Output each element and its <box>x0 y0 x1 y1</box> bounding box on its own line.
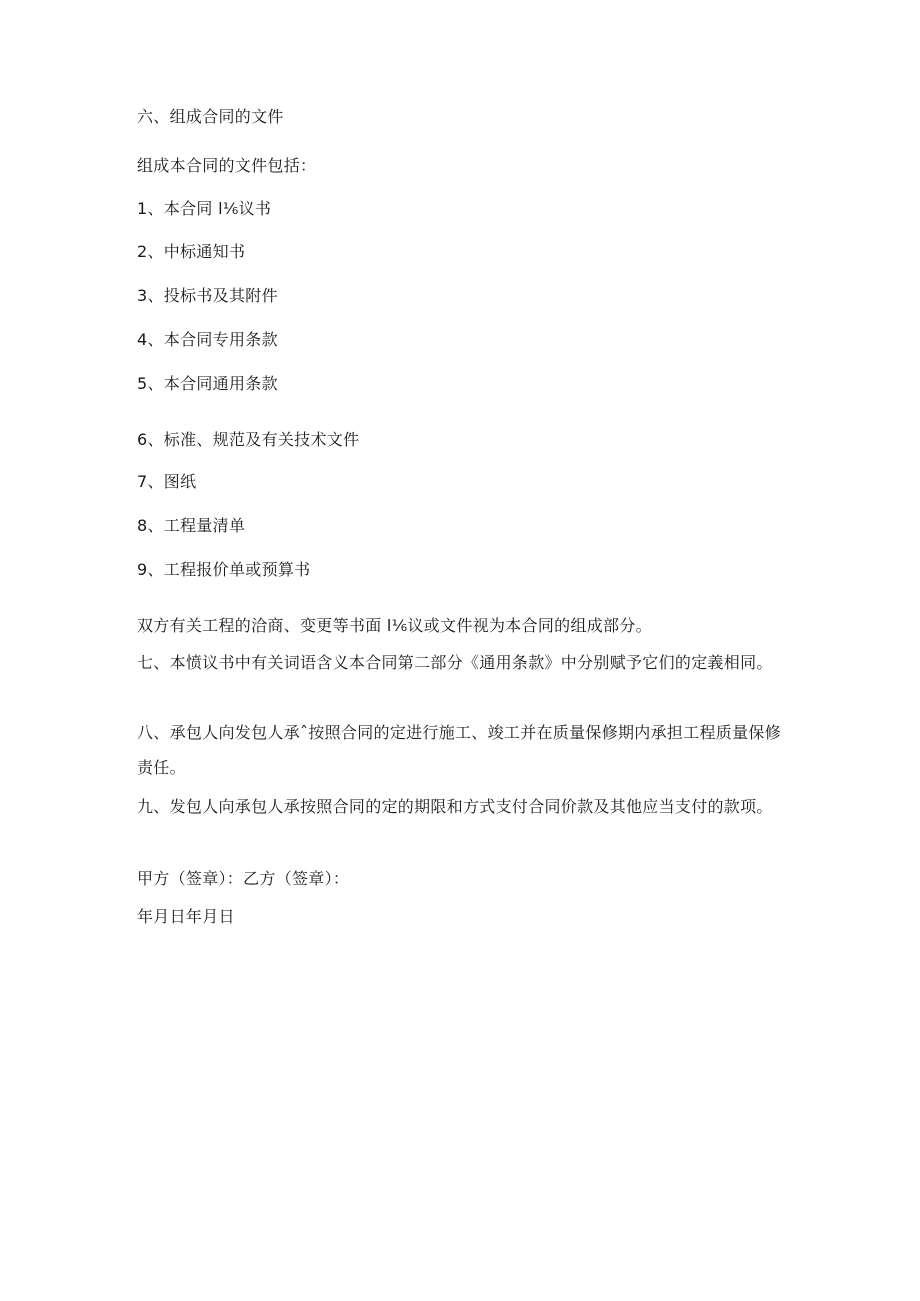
document-list-item: 5、本合同通用条款 <box>137 374 278 393</box>
document-list-item: 1、本合同 l⅙议书 <box>137 199 272 218</box>
document-list-item: 9、工程报价单或预算书 <box>137 560 311 579</box>
clause-seven-paragraph: 七、本愤议书中有关词语含义本合同第二部分《通用条款》中分别赋予它们的定義相同。 <box>137 653 773 672</box>
document-list-item: 3、投标书及其附件 <box>137 286 278 305</box>
document-list-item: 7、图纸 <box>137 472 197 491</box>
signature-line: 甲方（签章）：乙方（签章）： <box>137 869 350 888</box>
document-list-item: 4、本合同专用条款 <box>137 330 278 349</box>
clause-eight-paragraph: 八、承包人向发包人承ˆ按照合同的定进行施工、竣工并在质量保修期内承担工程质量保修责任。 <box>137 723 782 777</box>
section-six-heading: 六、组成合同的文件 <box>137 107 284 126</box>
document-list-item: 8、工程量清单 <box>137 516 246 535</box>
negotiation-paragraph: 双方有关工程的洽商、变更等书面 l⅙议或文件视为本合同的组成部分。 <box>137 616 652 635</box>
date-line: 年月日年月日 <box>137 907 235 926</box>
document-list-item: 2、中标通知书 <box>137 242 246 261</box>
document-list-item: 6、标准、规范及有关技术文件 <box>137 430 360 449</box>
clause-nine-paragraph: 九、发包人向承包人承按照合同的定的期限和方式支付合同价款及其他应当支付的款项。 <box>137 797 773 816</box>
documents-intro: 组成本合同的文件包括： <box>137 156 317 175</box>
